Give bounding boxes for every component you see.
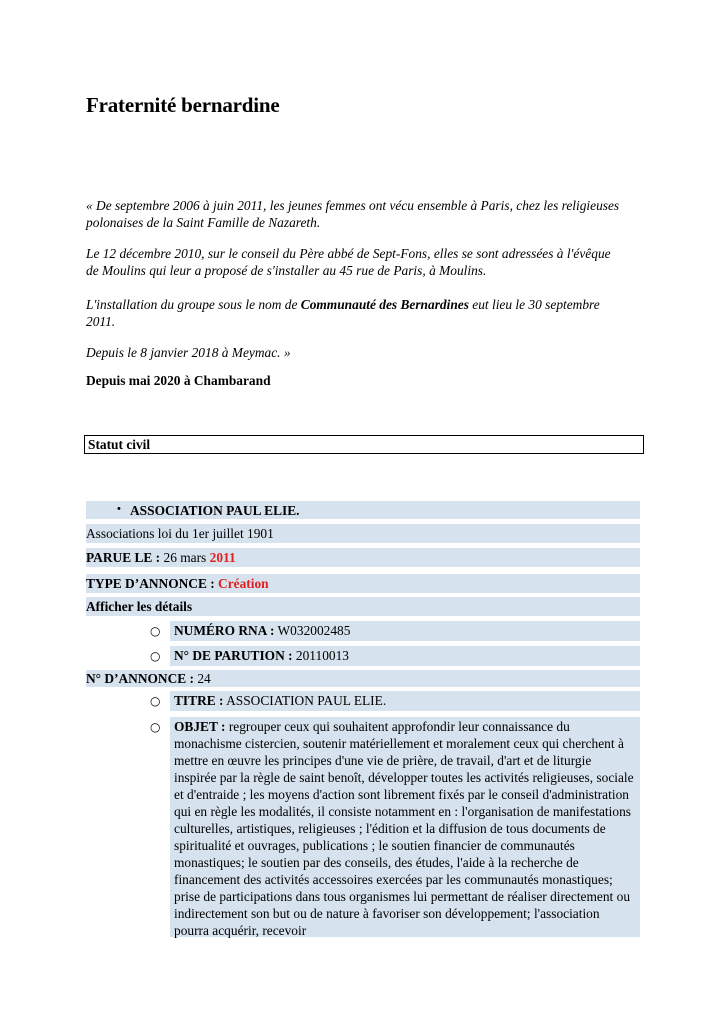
- parue-label: PARUE LE :: [86, 550, 161, 565]
- since-note: Depuis mai 2020 à Chambarand: [86, 373, 271, 388]
- parue-year: 2011: [209, 550, 236, 565]
- intro-paragraph-4: Depuis le 8 janvier 2018 à Meymac. »: [86, 345, 291, 360]
- rna-value: W032002485: [274, 623, 351, 638]
- law-text: Associations loi du 1er juillet 1901: [86, 526, 274, 541]
- objet-label: OBJET :: [174, 719, 226, 734]
- rna-item: [150, 621, 640, 641]
- parue-date: 26 mars: [160, 550, 210, 565]
- association-item: [86, 501, 640, 519]
- parution-item: [150, 646, 640, 666]
- circle-bullet-icon: ○: [150, 720, 161, 734]
- titre-value: ASSOCIATION PAUL ELIE.: [223, 693, 387, 708]
- annonce-number-value: 24: [194, 671, 211, 686]
- community-name: Communauté des Bernardines: [300, 297, 469, 312]
- parue-line: [86, 548, 640, 567]
- intro-paragraph-3: [86, 296, 626, 330]
- titre-label: TITRE :: [174, 693, 224, 708]
- intro-paragraph-1: « De septembre 2006 à juin 2011, les jeunes femmes ont vécu ensemble à Paris, chez les religieuses polonaises de la Saint Famille de Nazareth.: [86, 198, 620, 230]
- annonce-number-label: N° D’ANNONCE :: [86, 671, 195, 686]
- rna-label: NUMÉRO RNA :: [174, 623, 275, 638]
- association-name: ASSOCIATION PAUL ELIE.: [130, 503, 300, 518]
- type-value: Création: [218, 576, 269, 591]
- intro-paragraph-3-start: L'installation du groupe sous le nom de: [86, 297, 301, 312]
- type-label: TYPE D’ANNONCE :: [86, 576, 219, 591]
- details-label[interactable]: Afficher les détails: [86, 599, 193, 614]
- intro-paragraph-3-end: eut lieu le 30 septembre 2011.: [86, 297, 600, 329]
- circle-bullet-icon: ○: [150, 649, 161, 663]
- objet-value: regrouper ceux qui souhaitent approfondir leur connaissance du monachisme cistercien, soutenir matériellement et moralement ceux qui cherchent à mettre en œuvre les principes d'une vie de prière, de travail, d'art et de liturgie inspirée par la règle de saint benoît, développer toutes les activités religieuses, sociale et d'entraide ; les moyens d'action sont librement fixés par le conseil d'administration qui en règle les modalités, il consiste notamment en : l'organisation de manifestations culturelles, artistiques, religieuses ; l'édition et la diffusion de tous documents de spiritualité et ouvrages, publications ; le soutien financier de communautés monastiques; le soutien par des conseils, des études, l'aide à la recherche de financement des activités accessoires exercées par les communautés monastiques; prise de participations dans tous organismes lui permettant de réaliser directement ou indirectement son but ou de nature à favoriser son développement; l'association pourra acquérir, recevoir: [174, 719, 634, 938]
- circle-bullet-icon: ○: [150, 624, 161, 638]
- parution-value: 20110013: [292, 648, 349, 663]
- law-line: [86, 524, 640, 543]
- circle-bullet-icon: ○: [150, 694, 161, 708]
- annonce-number-line: [86, 670, 640, 687]
- bullet-icon: •: [117, 503, 121, 515]
- page-title: Fraternité bernardine: [86, 93, 280, 117]
- details-toggle[interactable]: [86, 597, 640, 616]
- objet-item: [150, 717, 640, 938]
- titre-item: [150, 691, 640, 711]
- type-line: [86, 574, 640, 593]
- intro-paragraph-2: Le 12 décembre 2010, sur le conseil du Père abbé de Sept-Fons, elles se sont adressées à l'évêque de Moulins qui leur a proposé de s'installer au 45 rue de Paris, à Moulins.: [86, 246, 611, 278]
- parution-label: N° DE PARUTION :: [174, 648, 293, 663]
- statut-civil-heading: Statut civil: [84, 435, 644, 454]
